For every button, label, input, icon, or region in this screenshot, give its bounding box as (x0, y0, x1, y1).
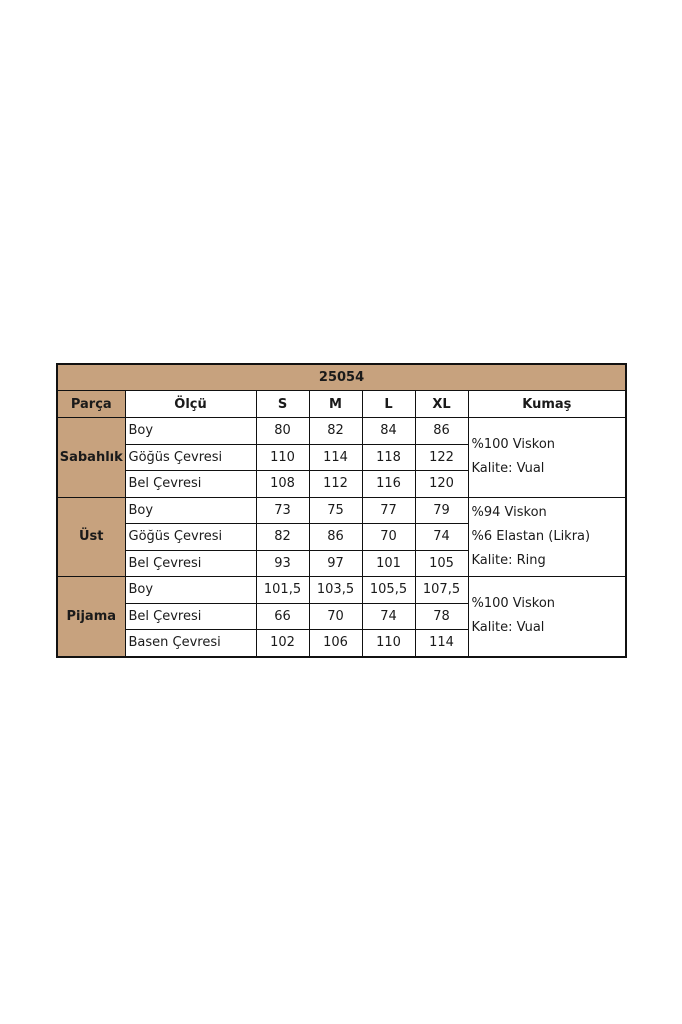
size-value: 110 (256, 444, 309, 471)
header-size-s: S (256, 391, 309, 418)
size-value: 82 (256, 524, 309, 551)
header-fabric: Kumaş (468, 391, 626, 418)
header-size-m: M (309, 391, 362, 418)
size-value: 86 (415, 418, 468, 445)
header-size-l: L (362, 391, 415, 418)
size-value: 73 (256, 497, 309, 524)
size-value: 114 (415, 630, 468, 657)
group-name: Pijama (57, 577, 125, 657)
measure-label: Boy (125, 418, 256, 445)
size-value: 114 (309, 444, 362, 471)
fabric-info (468, 418, 626, 498)
fabric-line: Kalite: Vual (471, 461, 545, 477)
fabric-line: Kalite: Vual (471, 620, 545, 636)
size-value: 78 (415, 603, 468, 630)
size-value: 107,5 (415, 577, 468, 604)
measure-label: Bel Çevresi (125, 603, 256, 630)
header-row (57, 391, 626, 418)
header-part: Parça (57, 391, 125, 418)
measure-label: Bel Çevresi (125, 550, 256, 577)
header-size-xl: XL (415, 391, 468, 418)
table-row (57, 418, 626, 445)
measure-label: Göğüs Çevresi (125, 524, 256, 551)
measure-label: Göğüs Çevresi (125, 444, 256, 471)
size-value: 101,5 (256, 577, 309, 604)
size-value: 70 (362, 524, 415, 551)
group-name: Sabahlık (57, 418, 125, 498)
size-chart-table (56, 363, 627, 658)
size-value: 120 (415, 471, 468, 498)
size-value: 105 (415, 550, 468, 577)
table-title: 25054 (57, 364, 626, 391)
size-value: 66 (256, 603, 309, 630)
size-value: 82 (309, 418, 362, 445)
size-value: 116 (362, 471, 415, 498)
measure-label: Basen Çevresi (125, 630, 256, 657)
size-value: 118 (362, 444, 415, 471)
size-value: 110 (362, 630, 415, 657)
size-value: 103,5 (309, 577, 362, 604)
size-value: 84 (362, 418, 415, 445)
size-value: 105,5 (362, 577, 415, 604)
measure-label: Boy (125, 577, 256, 604)
size-value: 74 (362, 603, 415, 630)
fabric-line: %100 Viskon (471, 437, 556, 453)
measure-label: Boy (125, 497, 256, 524)
fabric-info (468, 497, 626, 577)
group-name: Üst (57, 497, 125, 577)
size-value: 93 (256, 550, 309, 577)
fabric-line: %100 Viskon (471, 596, 556, 612)
size-value: 77 (362, 497, 415, 524)
table-row (57, 497, 626, 524)
size-value: 70 (309, 603, 362, 630)
size-value: 101 (362, 550, 415, 577)
header-measure: Ölçü (125, 391, 256, 418)
size-value: 86 (309, 524, 362, 551)
fabric-line: %6 Elastan (Likra) (471, 528, 591, 544)
title-row (57, 364, 626, 391)
size-value: 122 (415, 444, 468, 471)
measure-label: Bel Çevresi (125, 471, 256, 498)
size-value: 112 (309, 471, 362, 498)
fabric-line: %94 Viskon (471, 504, 547, 520)
size-value: 108 (256, 471, 309, 498)
size-value: 106 (309, 630, 362, 657)
size-value: 79 (415, 497, 468, 524)
size-value: 75 (309, 497, 362, 524)
fabric-line: Kalite: Ring (471, 552, 546, 568)
size-value: 80 (256, 418, 309, 445)
size-value: 102 (256, 630, 309, 657)
fabric-info (468, 577, 626, 657)
table-row (57, 577, 626, 604)
size-value: 74 (415, 524, 468, 551)
size-value: 97 (309, 550, 362, 577)
